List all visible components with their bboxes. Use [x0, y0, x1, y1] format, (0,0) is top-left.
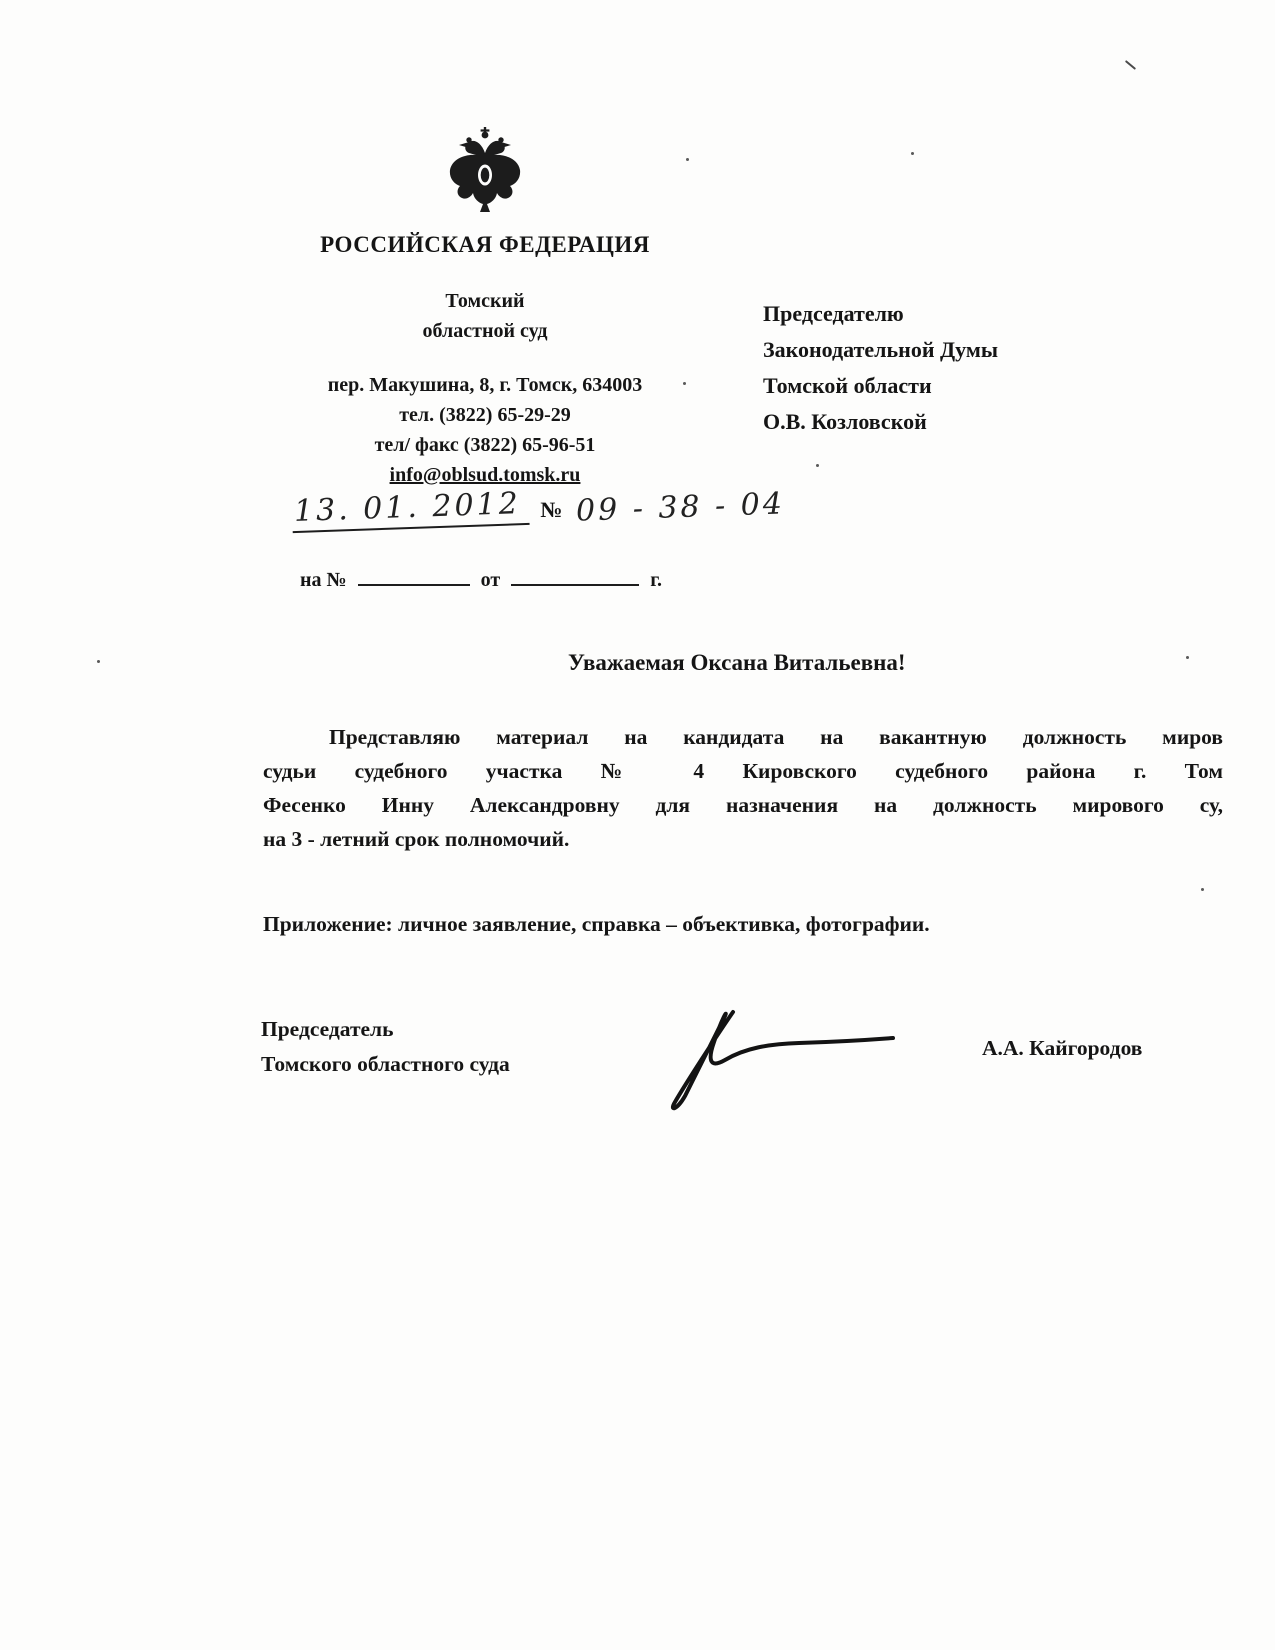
court-name	[225, 286, 745, 346]
paragraph-line: судьи судебного участка № 4 Кировского судебного района г. Том	[263, 759, 1223, 783]
contact-block	[225, 370, 745, 490]
salutation: Уважаемая Оксана Витальевна!	[568, 650, 906, 675]
recipient-org-line1: Законодательной Думы	[763, 337, 999, 362]
attachment-line: Приложение: личное заявление, справка – объективка, фотографии.	[263, 912, 930, 936]
scan-artifact	[1125, 60, 1136, 70]
paragraph-line: Представляю материал на кандидата на вакантную должность миров	[329, 725, 1223, 749]
number-sign: №	[540, 497, 563, 522]
incoming-reference-line	[300, 566, 662, 592]
scan-artifact	[816, 464, 819, 467]
signer-title	[261, 1012, 510, 1082]
recipient-org-line2: Томской области	[763, 373, 932, 398]
phone-number: тел. (3822) 65-29-29	[399, 404, 571, 426]
handwritten-number: 09 - 38 - 04	[575, 486, 786, 529]
scan-artifact	[683, 382, 686, 385]
recipient-name: О.В. Козловской	[763, 409, 927, 434]
body-paragraph	[263, 720, 1223, 856]
email-address: info@oblsud.tomsk.ru	[389, 464, 581, 486]
signer-title-line2: Томского областного суда	[261, 1052, 510, 1076]
paragraph-line: Фесенко Инну Александровну для назначения на должность мирового су,	[263, 793, 1223, 817]
reply-g-label: г.	[650, 569, 663, 591]
letterhead	[225, 126, 745, 490]
scan-artifact	[1186, 656, 1189, 659]
postal-address: пер. Макушина, 8, г. Томск, 634003	[327, 374, 643, 396]
court-name-line2: областной суд	[422, 320, 548, 342]
scan-artifact	[1201, 888, 1204, 891]
signer-title-line1: Председатель	[261, 1017, 394, 1041]
handwritten-signature	[615, 998, 935, 1123]
coat-of-arms-eagle-icon	[442, 126, 528, 218]
reply-ot-label: от	[480, 569, 501, 591]
country-title: РОССИЙСКАЯ ФЕДЕРАЦИЯ	[320, 232, 650, 257]
paragraph-line: на 3 - летний срок полномочий.	[263, 827, 570, 851]
scan-artifact	[911, 152, 914, 155]
signer-name: А.А. Кайгородов	[982, 1036, 1143, 1060]
fax-number: тел/ факс (3822) 65-96-51	[374, 434, 596, 456]
scan-artifact	[97, 660, 100, 663]
reply-na-label: на №	[300, 569, 347, 591]
court-name-line1: Томский	[445, 290, 525, 312]
recipient-title: Председателю	[763, 301, 904, 326]
recipient-block	[763, 296, 998, 440]
scan-artifact	[686, 158, 689, 161]
blank-underline	[358, 566, 470, 586]
outgoing-reference-line	[292, 486, 786, 530]
blank-underline	[511, 566, 639, 586]
handwritten-date: 13. 01. 2012	[291, 486, 529, 533]
